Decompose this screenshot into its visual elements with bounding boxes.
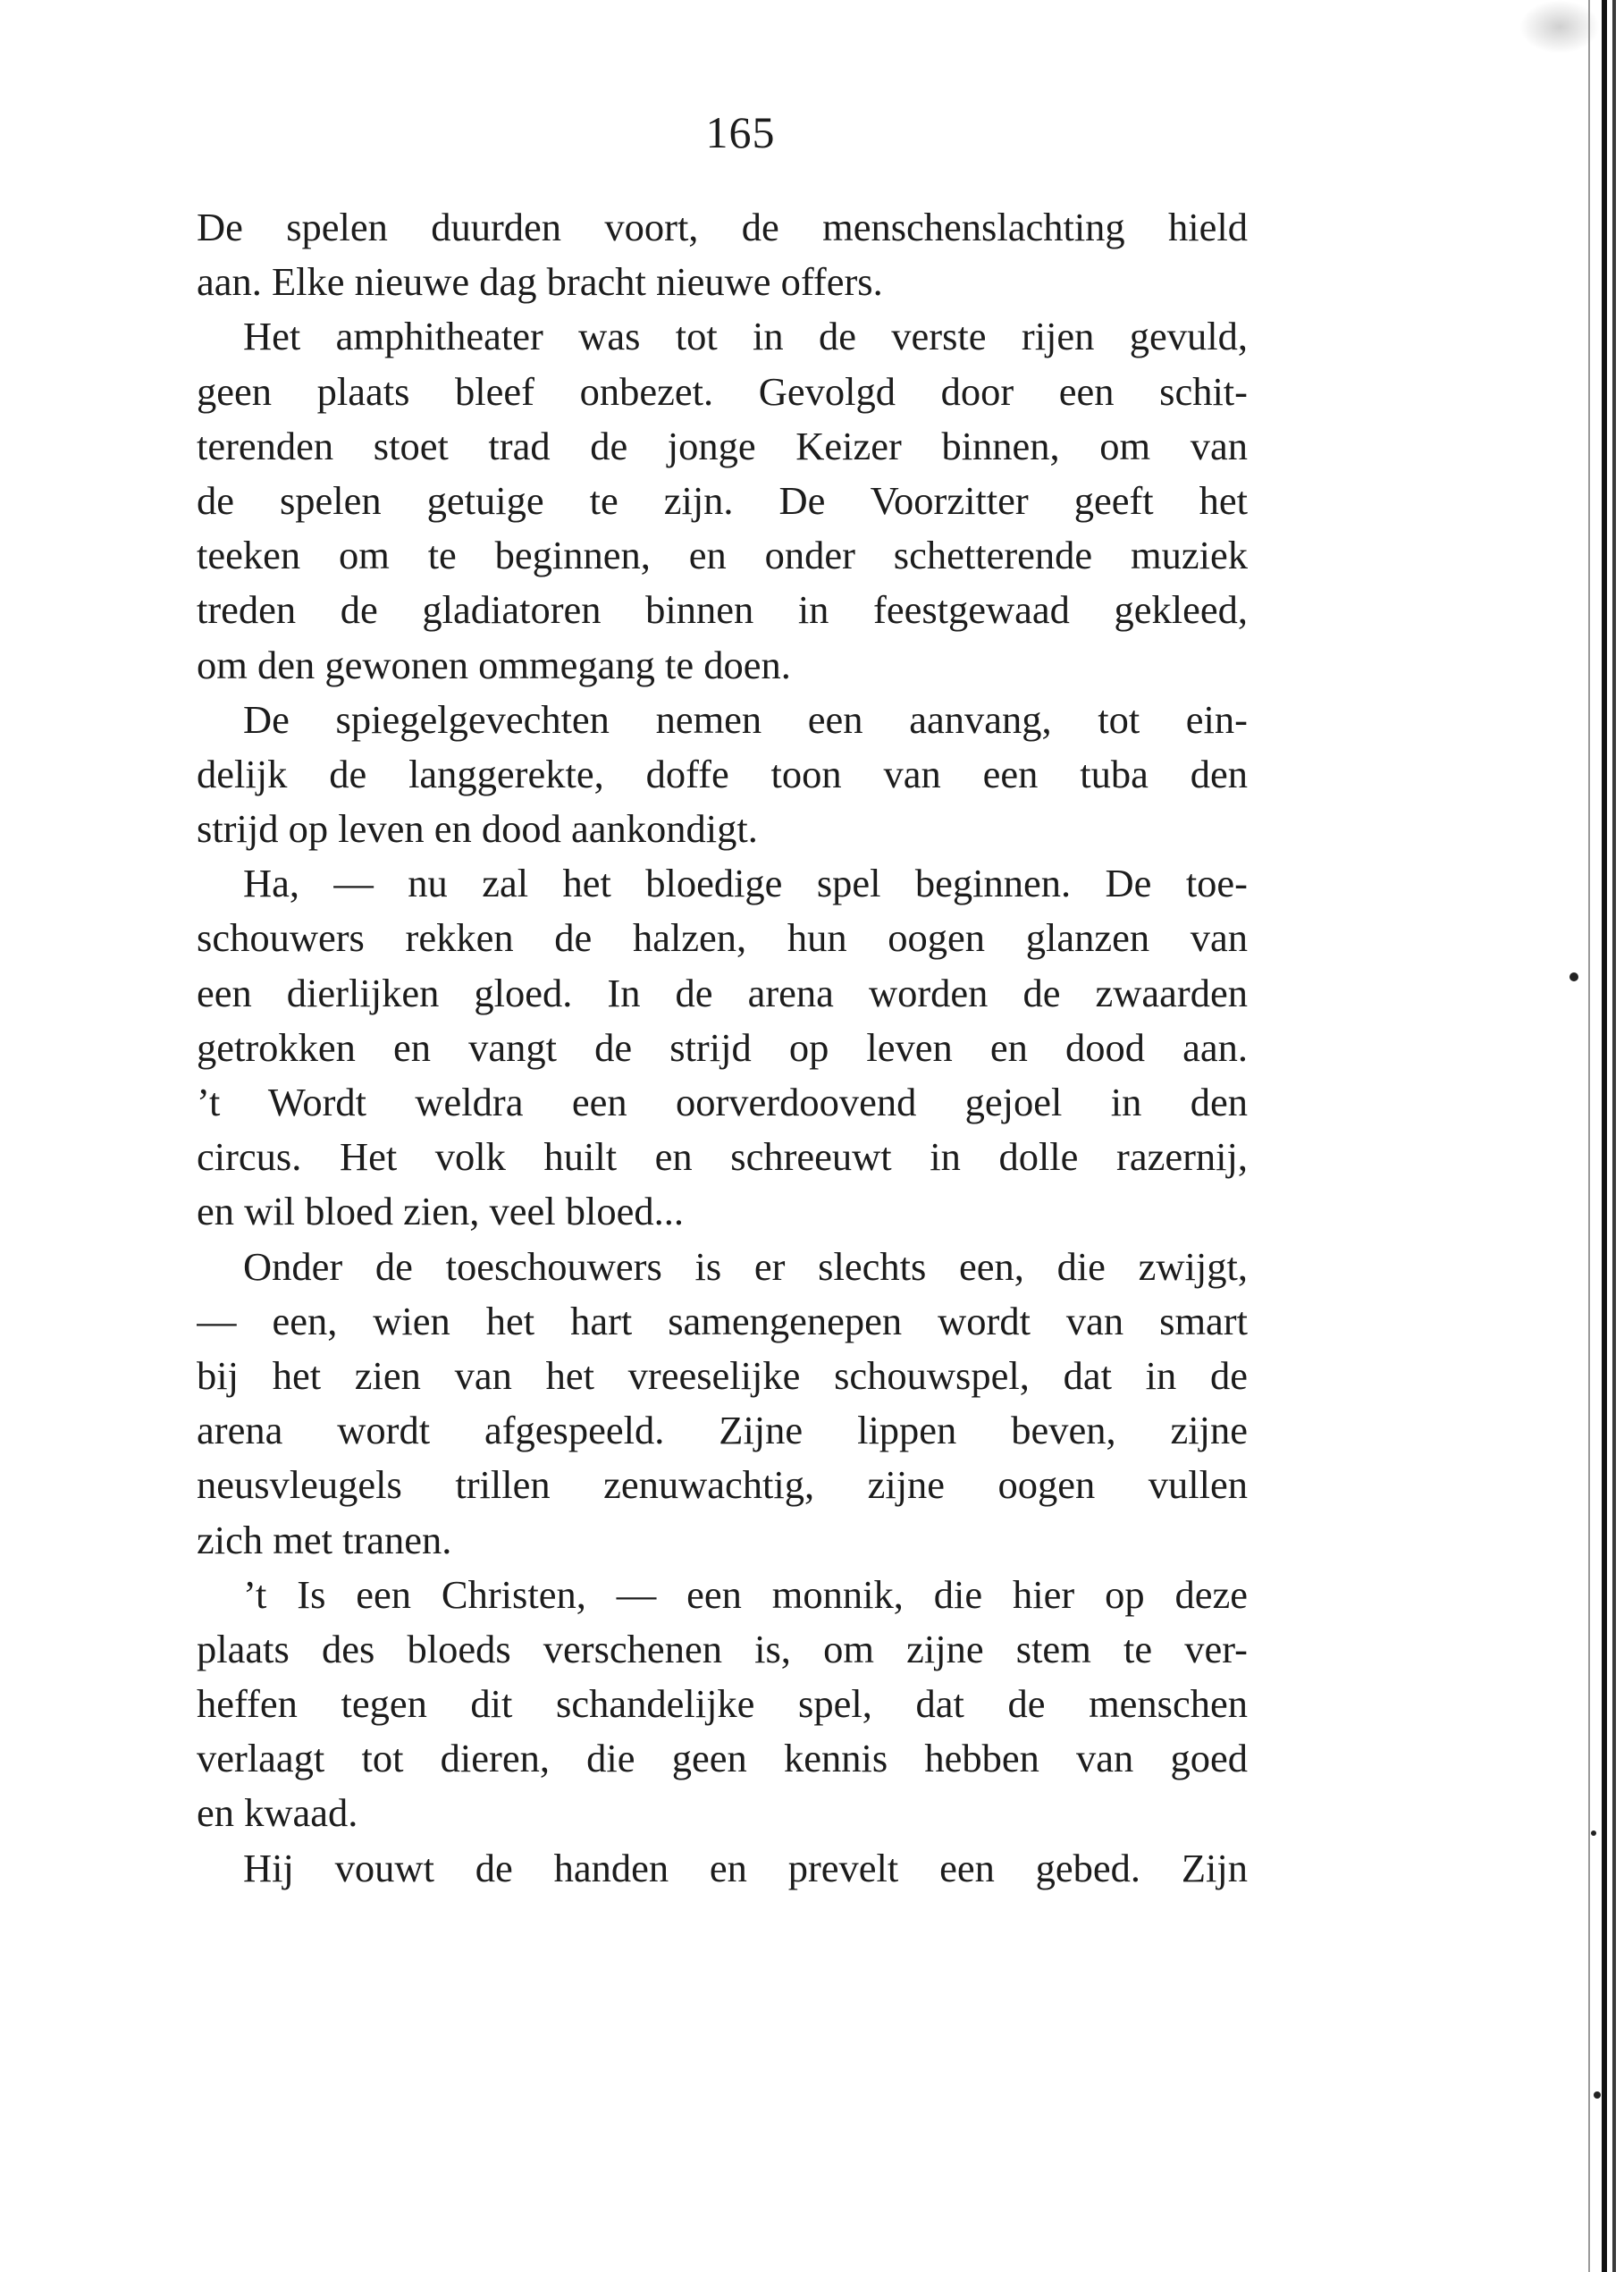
scan-speck — [1591, 1830, 1596, 1836]
text-line: plaats des bloeds verschenen is, om zijne stem te ver- — [197, 1626, 1248, 1671]
text-line: om den gewonen ommegang te doen. — [197, 642, 791, 687]
text-line: en wil bloed zien, veel bloed... — [197, 1189, 684, 1234]
text-line: circus. Het volk huilt en schreeuwt in dolle razernij, — [197, 1134, 1248, 1180]
body-text — [197, 200, 1248, 1896]
text-line: Het amphitheater was tot in de verste rijen gevuld, — [243, 314, 1248, 359]
text-line: Onder de toeschouwers is er slechts een, die zwijgt, — [243, 1243, 1248, 1289]
scan-speck — [1569, 972, 1578, 981]
text-line: delijk de langgerekte, doffe toon van een tuba den — [197, 751, 1248, 796]
text-line: Ha, — nu zal het bloedige spel beginnen. De toe- — [243, 861, 1248, 906]
text-line: verlaagt tot dieren, die geen kennis hebben van goed — [197, 1736, 1248, 1781]
text-line: getrokken en vangt de strijd op leven en dood aan. — [197, 1024, 1248, 1070]
text-line: strijd op leven en dood aankondigt. — [197, 806, 758, 852]
text-line: terenden stoet trad de jonge Keizer binnen, om van — [197, 423, 1248, 468]
text-line: schouwers rekken de halzen, hun oogen glanzen van — [197, 915, 1248, 961]
binding-edge-shadow — [1612, 0, 1616, 2272]
text-line: teeken om te beginnen, en onder schetterende muziek — [197, 533, 1248, 578]
text-line: bij het zien van het vreeselijke schouwspel, dat in de — [197, 1352, 1248, 1398]
text-line: aan. Elke nieuwe dag bracht nieuwe offers. — [197, 259, 883, 305]
text-line: — een, wien het hart samengenepen wordt van smart — [197, 1298, 1248, 1343]
text-line: treden de gladiatoren binnen in feestgewaad gekleed, — [197, 587, 1248, 633]
scan-speck — [1594, 2091, 1601, 2099]
text-line: geen plaats bleef onbezet. Gevolgd door een schit- — [197, 368, 1248, 414]
text-line: ’t Is een Christen, — een monnik, die hier op deze — [243, 1571, 1248, 1617]
text-line: De spiegelgevechten nemen een aanvang, tot ein- — [243, 696, 1248, 742]
text-line: de spelen getuige te zijn. De Voorzitter geeft het — [197, 477, 1248, 523]
text-line: arena wordt afgespeeld. Zijne lippen beven, zijne — [197, 1408, 1248, 1453]
binding-edge-light — [1588, 0, 1590, 2272]
text-line: ’t Wordt weldra een oorverdoovend gejoel in den — [197, 1080, 1248, 1124]
binding-edge — [1602, 0, 1607, 2272]
text-line: en kwaad. — [197, 1790, 358, 1836]
page-number: 165 — [705, 107, 776, 157]
text-line: een dierlijken gloed. In de arena worden de zwaarden — [197, 970, 1248, 1015]
text-line: De spelen duurden voort, de menschenslachting hield — [197, 205, 1248, 249]
text-line: neusvleugels trillen zenuwachtig, zijne oogen vullen — [197, 1462, 1248, 1508]
text-line: Hij vouwt de handen en prevelt een gebed. Zijn — [243, 1845, 1248, 1890]
text-line: heffen tegen dit schandelijke spel, dat de menschen — [197, 1681, 1248, 1727]
text-line: zich met tranen. — [197, 1517, 452, 1562]
